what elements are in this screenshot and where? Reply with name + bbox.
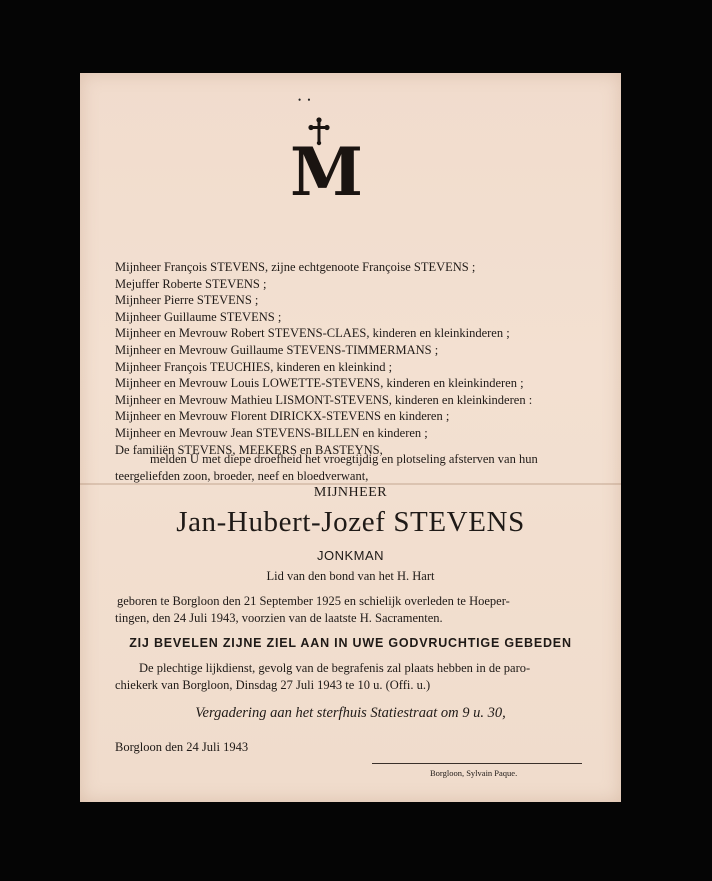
family-line: Mijnheer en Mevrouw Robert STEVENS-CLAES, kinderen en kleinkinderen ; (115, 326, 510, 341)
monogram: M (290, 133, 364, 211)
announcement (115, 451, 595, 484)
family-line: Mijnheer en Mevrouw Mathieu LISMONT-STEVENS, kinderen en kleinkinderen : (115, 392, 533, 407)
place-date: Borgloon den 24 Juli 1943 (115, 740, 249, 754)
marital-status: JONKMAN (316, 548, 385, 563)
family-line: Mijnheer en Mevrouw Guillaume STEVENS-TIMMERMANS ; (115, 342, 439, 357)
deceased-name: Jan-Hubert-Jozef STEVENS (176, 506, 525, 538)
family-list (115, 259, 595, 458)
ornament-dots: • • (298, 95, 313, 105)
memorial-card (80, 73, 621, 802)
family-line: De familiën STEVENS, MEEKERS en BASTEYNS, (115, 442, 383, 457)
meeting-notice: Vergadering aan het sterfhuis Statiestraat om 9 u. 30, (195, 705, 506, 721)
prayer-request: ZIJ BEVELEN ZIJNE ZIEL AAN IN UWE GODVRUCHTIGE GEBEDEN (129, 636, 572, 650)
service-line: chiekerk van Borgloon, Dinsdag 27 Juli 1943 te 10 u. (Offi. u.) (115, 677, 431, 692)
family-line: Mijnheer en Mevrouw Jean STEVENS-BILLEN en kinderen ; (115, 425, 428, 440)
funeral-service-text (115, 660, 605, 693)
divider (372, 763, 582, 764)
family-line: Mijnheer en Mevrouw Florent DIRICKX-STEVENS en kinderen ; (115, 409, 450, 424)
birth-death-line: tingen, den 24 Juli 1943, voorzien van de laatste H. Sacramenten. (115, 610, 443, 625)
birth-death-line: geboren te Borgloon den 21 September 1925 en schielijk overleden te Hoeper- (117, 594, 510, 608)
announcement-line: melden U met diepe droefheid het vroegtijdig en plotseling afsterven van hun (150, 452, 538, 466)
family-line: Mejuffer Roberte STEVENS ; (115, 276, 267, 291)
service-line: De plechtige lijkdienst, gevolg van de begrafenis zal plaats hebben in de paro- (139, 661, 531, 675)
family-line: Mijnheer François TEUCHIES, kinderen en kleinkind ; (115, 359, 393, 374)
printer-credit: Borgloon, Sylvain Paque. (430, 768, 518, 778)
membership: Lid van den bond van het H. Hart (266, 569, 435, 583)
family-line: Mijnheer Guillaume STEVENS ; (115, 309, 282, 324)
family-line: Mijnheer Pierre STEVENS ; (115, 293, 259, 308)
birth-death-text (115, 593, 605, 626)
family-line: Mijnheer en Mevrouw Louis LOWETTE-STEVENS, kinderen en kleinkinderen ; (115, 376, 524, 391)
announcement-line: teergeliefden zoon, broeder, neef en bloedverwant, (115, 468, 369, 483)
family-line: Mijnheer François STEVENS, zijne echtgenoote Françoise STEVENS ; (115, 260, 476, 274)
salutation: MIJNHEER (313, 485, 388, 500)
